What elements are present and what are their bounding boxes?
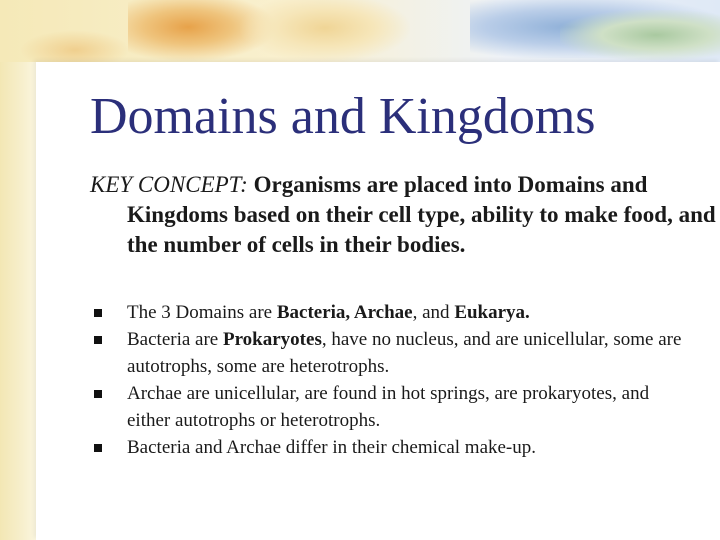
bullet-list [90, 299, 690, 461]
bullet-text: , and [412, 302, 455, 323]
bullet-text: , have no nucleus, and are unicellular, some are autotrophs, some are heterotrophs. [127, 329, 682, 377]
leaf-pattern-decoration [560, 10, 720, 60]
list-item [90, 434, 690, 461]
decorative-left-band [0, 0, 36, 540]
square-bullet-icon [94, 444, 102, 452]
leaf-pattern-decoration [20, 30, 130, 62]
leaf-pattern-decoration [240, 0, 410, 62]
bullet-text: Bacteria are [127, 329, 223, 350]
key-concept-prefix: KEY CONCEPT: [90, 172, 248, 197]
bullet-bold-text: Eukarya. [454, 302, 530, 323]
bullet-bold-text: Prokaryotes [222, 329, 322, 350]
bullet-text: Bacteria and Archae differ in their chemical make-up. [127, 437, 537, 458]
square-bullet-icon [94, 336, 102, 344]
list-item [90, 380, 690, 434]
bullet-text: Archae are unicellular, are found in hot springs, are prokaryotes, and either autotrophs or heterotrophs. [127, 383, 650, 431]
slide-title: Domains and Kingdoms [90, 88, 596, 145]
square-bullet-icon [94, 309, 102, 317]
square-bullet-icon [94, 390, 102, 398]
decorative-top-banner [0, 0, 720, 62]
list-item [90, 326, 690, 380]
key-concept [90, 170, 717, 260]
bullet-bold-text: Bacteria, Archae [276, 302, 413, 323]
key-concept-body: Organisms are placed into Domains and Kingdoms based on their cell type, ability to make food, and the number of cells in their bodies. [127, 172, 716, 257]
bullet-text: The 3 Domains are [127, 302, 277, 323]
list-item [90, 299, 690, 326]
